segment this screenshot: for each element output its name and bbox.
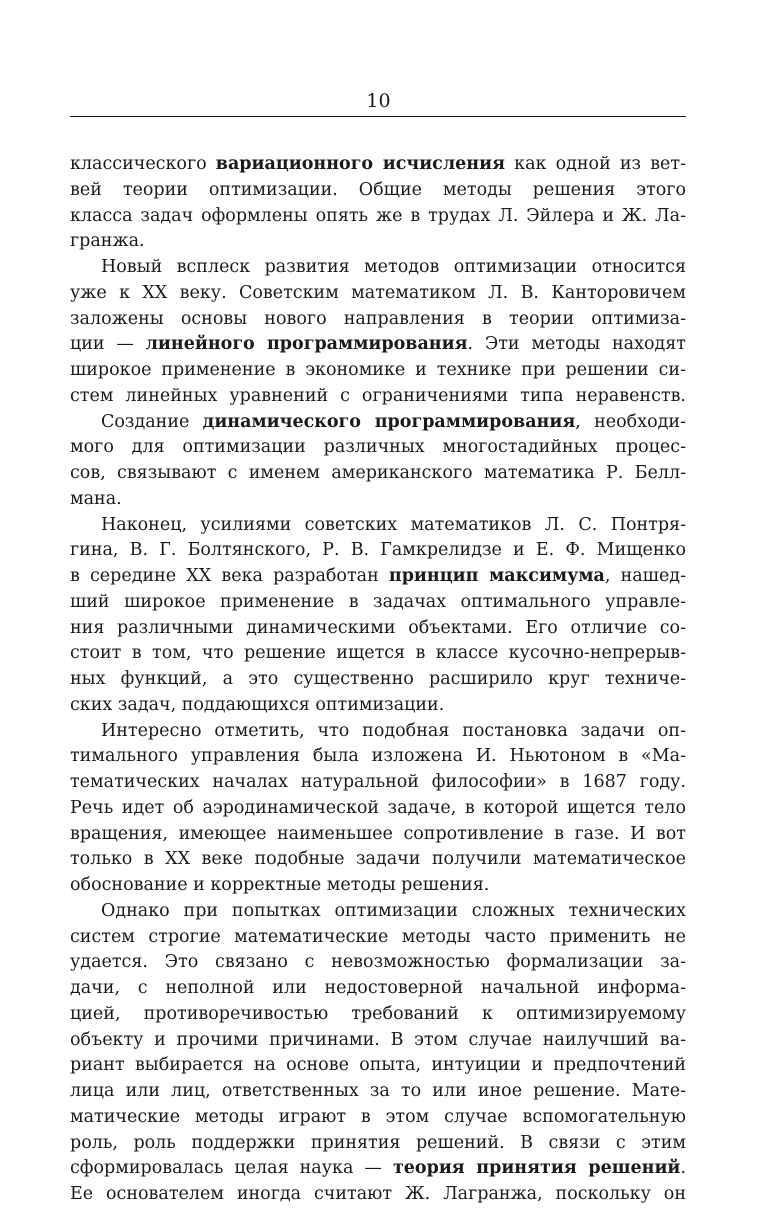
text-line [70,435,686,461]
text-run: Новый всплеск развития методов оптимизации относится [101,257,686,277]
text-line [70,616,686,642]
text-line [70,693,686,719]
text-run: лица или лиц, ответственных за то или иное решение. Мате- [70,1081,686,1101]
text-line [70,822,686,848]
text-run: удается. Это связано с невозможностью формализации за- [70,952,686,973]
bold-term: динамического программирования [202,411,576,432]
text-run: гина, В. Г. Болтянского, Р. В. Гамкрелидзе и Е. Ф. Мищенко [70,540,686,561]
bold-term: принцип максимума [388,566,605,586]
text-run: ший широкое применение в задачах оптимального управле- [70,591,686,612]
text-line [70,487,686,513]
text-line [70,358,686,384]
text-run: роль, роль поддержки принятия решений. В связи с этим [70,1132,686,1153]
text-run: систем строгие математические методы часто применить не [70,926,686,947]
text-line [70,1028,686,1054]
text-line [70,1182,686,1208]
text-run: Речь идет об аэродинамической задаче, в которой ищется тело [70,797,686,818]
text-line [70,1156,686,1182]
page-number: 10 [366,90,391,112]
text-line [70,796,686,822]
text-line [70,178,686,204]
text-line [70,1131,686,1157]
text-run: классического [70,154,216,174]
text-run: матические методы играют в этом случае вспомогательную [70,1106,686,1127]
body-text [70,152,686,1208]
text-run: гранжа. [70,231,145,252]
text-line [70,1079,686,1105]
bold-term: линейного программирования [145,334,468,355]
text-line [70,410,686,436]
text-run: , нашед- [604,566,686,586]
text-line [70,590,686,616]
text-line [70,770,686,796]
text-run: в середине XX века разработан [70,566,389,586]
text-line [70,152,686,178]
text-line [70,255,686,281]
text-line [70,1002,686,1028]
text-run: . Эти методы находят [467,334,686,355]
text-run: сформировалась целая наука — [70,1158,393,1179]
text-line [70,538,686,564]
text-run: риант выбирается на основе опыта, интуиции и предпочтений [70,1055,686,1076]
text-line [70,461,686,487]
text-run: вей теории оптимизации. Общие методы решения этого [70,179,686,200]
text-run: Однако при попытках оптимизации сложных технических [101,900,686,921]
text-run: уже к XX веку. Советским математиком Л. В. Канторовичем [70,282,686,303]
bold-term: теория принятия решений [392,1158,681,1179]
text-run: класса задач оформлены опять же в трудах Л. Эйлера и Ж. Ла- [70,205,686,226]
text-line [70,1105,686,1131]
text-run: широкое применение в экономике и технике при решении си- [70,360,686,380]
text-line [70,281,686,307]
text-run: тематических началах натуральной философии» в 1687 году. [70,772,686,792]
text-run: цией, противоречивостью требований к оптимизируемому [70,1003,686,1024]
text-run: стоит в том, что решение ищется в классе кусочно-непрерыв- [70,643,686,664]
text-run: ции — [70,334,146,355]
text-line [70,384,686,410]
text-line [70,667,686,693]
text-run: заложены основы нового направления в теории оптимиза- [70,308,686,329]
text-line [70,513,686,539]
text-line [70,1053,686,1079]
text-run: дачи, с неполной или недостоверной начальной информа- [70,978,686,998]
text-line [70,873,686,899]
text-run: Создание [101,411,203,432]
text-line [70,307,686,333]
text-line [70,847,686,873]
text-line [70,332,686,358]
text-run: как одной из вет- [505,154,686,174]
text-run: стем линейных уравнений с ограничениями типа неравенств. [70,385,686,406]
text-line [70,976,686,1002]
text-run: . [680,1158,686,1179]
text-line [70,719,686,745]
text-run: , необходи- [575,411,686,432]
text-run: Наконец, усилиями советских математиков Л. С. Понтря- [101,514,686,535]
text-line [70,229,686,255]
text-run: мана. [70,488,122,509]
text-run: вращения, имеющее наименьшее сопротивление в газе. И вот [70,823,686,844]
text-line [70,744,686,770]
bold-term: вариационного исчисления [215,154,506,174]
text-line [70,204,686,230]
text-line [70,564,686,590]
text-run: ских задач, поддающихся оптимизации. [70,694,445,715]
text-run: сов, связывают с именем американского математика Р. Белл- [70,463,686,483]
header-rule [70,116,686,117]
text-line [70,899,686,925]
text-run: ных функций, а это существенно расширило круг техниче- [70,669,686,689]
text-run: Ее основателем иногда считают Ж. Лагранжа, поскольку он [70,1184,686,1204]
text-line [70,950,686,976]
text-run: Интересно отметить, что подобная постановка задачи оп- [101,720,686,741]
text-run: тимального управления была изложена И. Ньютоном в «Ма- [70,746,686,767]
text-run: мого для оптимизации различных многостадийных процес- [70,437,686,458]
text-line [70,641,686,667]
text-run: обоснование и корректные методы решения. [70,875,490,895]
text-run: ния различными динамическими объектами. Его отличие со- [70,617,686,638]
text-run: объекту и прочими причинами. В этом случае наилучший ва- [70,1029,686,1050]
text-run: только в XX веке подобные задачи получили математическое [70,849,686,870]
text-line [70,925,686,951]
